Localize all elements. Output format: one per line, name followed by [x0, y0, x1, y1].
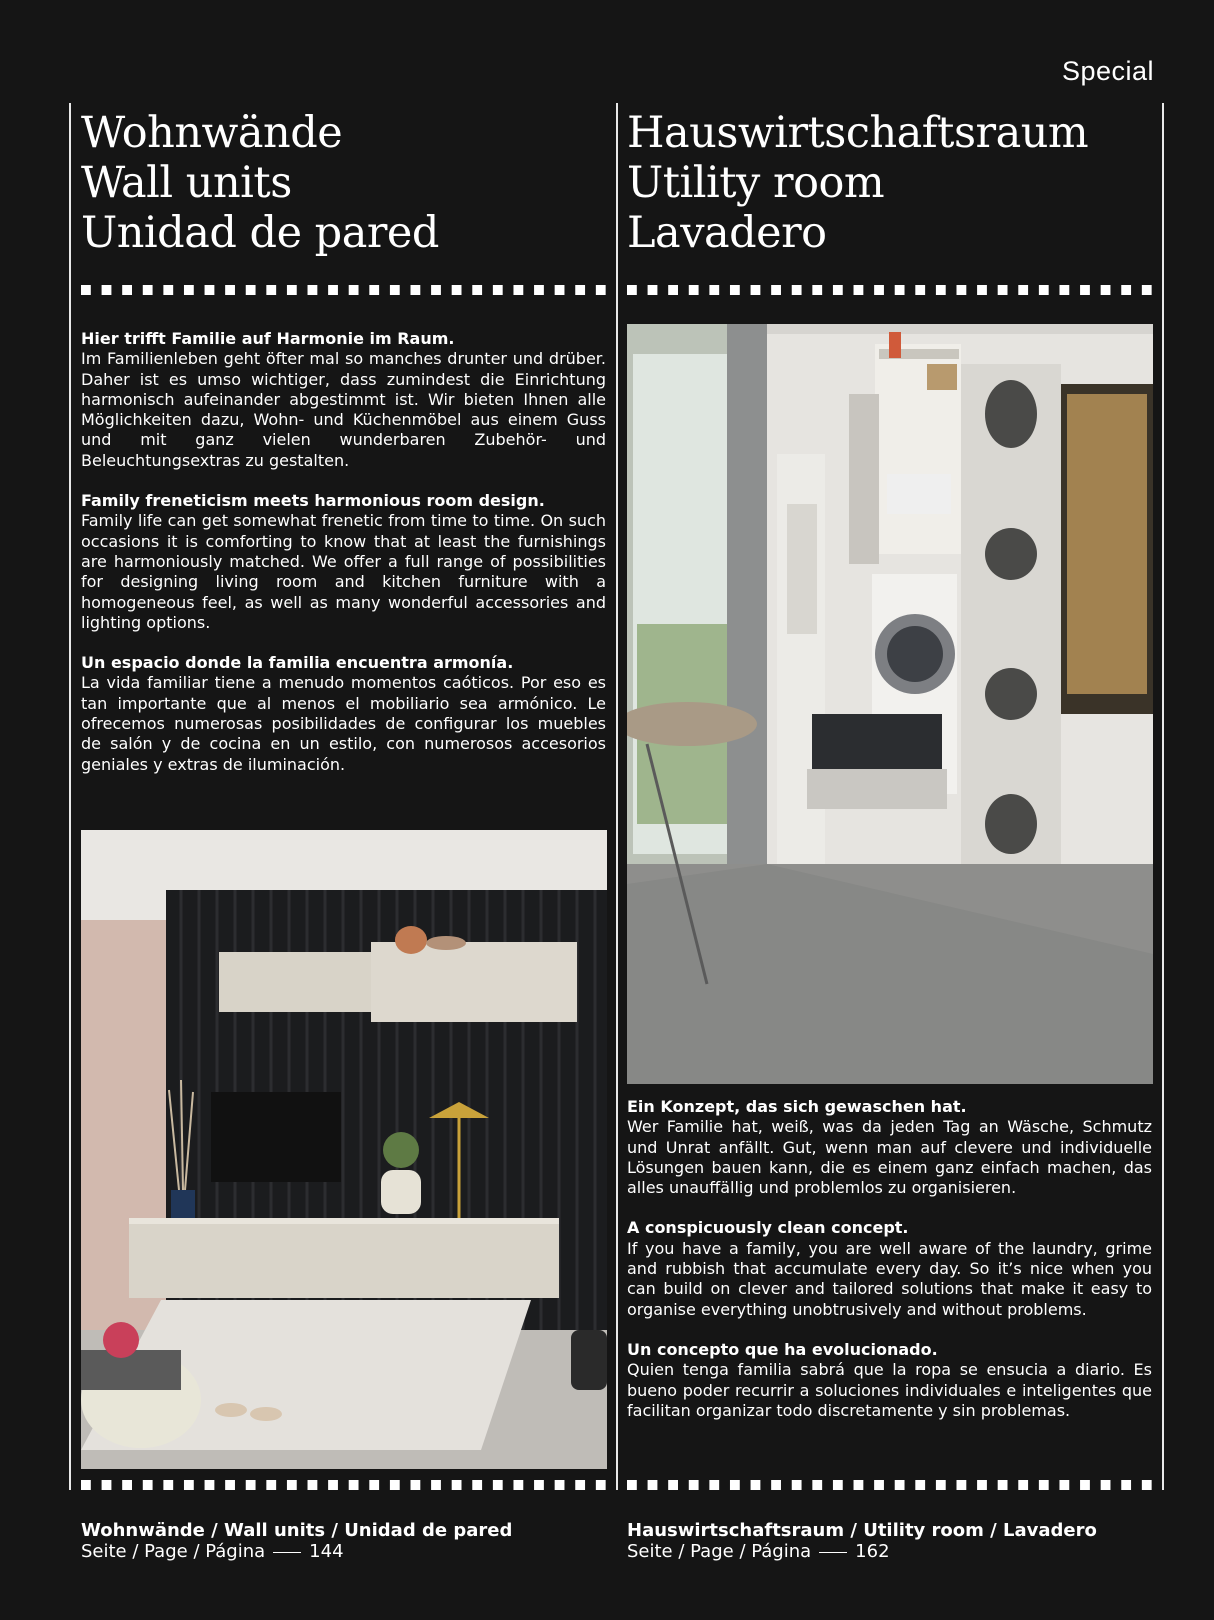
- left-footer: [81, 1520, 512, 1562]
- left-body-en: Family life can get somewhat frenetic from time to time. On such occasions it is comforting to know that at least the furnishings are harmoniously matched. We offer a full range of possibilities for designing living room and kitchen furniture with a homogeneous feel, as well as many wonderful accessories and lighting options.: [81, 511, 606, 632]
- right-title: [627, 108, 1152, 258]
- right-bottom-dotted-divider: [627, 1480, 1152, 1490]
- right-heading-es: Un concepto que ha evolucionado.: [627, 1339, 938, 1359]
- left-title-line-en: Wall units: [81, 158, 292, 208]
- living-room-illustration: [81, 830, 607, 1469]
- right-heading-de: Ein Konzept, das sich gewaschen hat.: [627, 1097, 967, 1116]
- right-paragraph-en: [627, 1218, 1152, 1319]
- left-heading-es: Un espacio donde la familia encuentra armonía.: [81, 653, 514, 673]
- left-bottom-dotted-divider: [81, 1480, 606, 1490]
- left-footer-dash: [273, 1552, 301, 1553]
- right-heading-en: A conspicuously clean concept.: [627, 1218, 909, 1238]
- right-title-line-en: Utility room: [627, 158, 885, 208]
- right-title-block: [627, 108, 1152, 258]
- left-footer-page-label: Seite / Page / Página: [81, 1541, 266, 1562]
- right-footer-page-label: Seite / Page / Página: [627, 1541, 812, 1562]
- right-footer-dash: [819, 1552, 847, 1553]
- right-footer-page-number: 162: [855, 1541, 890, 1562]
- wall-units-photo: [81, 830, 607, 1469]
- right-footer-title: Hauswirtschaftsraum / Utility room / Lavadero: [627, 1520, 1097, 1541]
- left-footer-page-number: 144: [309, 1541, 344, 1562]
- left-paragraph-en: [81, 491, 606, 633]
- left-title-block: [81, 108, 606, 258]
- left-body-es: La vida familiar tiene a menudo momentos caóticos. Por eso es tan importante que al menos el mobiliario sea armónico. Le ofrecemos numerosas posibilidades de configurar los muebles de salón y de cocina en un estilo, con numerosos accesorios geniales y extras de iluminación.: [81, 673, 606, 774]
- utility-room-illustration: [627, 324, 1153, 1084]
- left-title: [81, 108, 606, 258]
- left-title-line-es: Unidad de pared: [81, 208, 439, 258]
- left-paragraph-es: [81, 653, 606, 775]
- right-footer: [627, 1520, 1097, 1562]
- left-heading-en: Family freneticism meets harmonious room design.: [81, 491, 545, 511]
- section-label: Special: [1061, 56, 1154, 86]
- right-body-de: Wer Familie hat, weiß, was da jeden Tag an Wäsche, Schmutz und Unrat anfällt. Gut, wenn man auf clevere und individuelle Lösungen bauen kann, die es einem ganz einfach machen, das alles unauffällig und problemlos zu organisieren.: [627, 1117, 1152, 1198]
- left-paragraph-de: [81, 329, 606, 471]
- left-heading-de: Hier trifft Familie auf Harmonie im Raum.: [81, 329, 455, 348]
- left-frame-line: [69, 103, 71, 1490]
- right-body-es: Quien tenga familia sabrá que la ropa se ensucia a diario. Es bueno poder recurrir a soluciones individuales e inteligentes que facilitan organizar todo discretamente y sin problemas.: [627, 1360, 1152, 1420]
- right-title-line-de: Hauswirtschaftsraum: [627, 108, 1089, 158]
- center-frame-line: [616, 103, 618, 1490]
- right-body-en: If you have a family, you are well aware of the laundry, grime and rubbish that accumulate every day. So it’s nice when you can build on clever and tailored solutions that make it easy to organise everything unobtrusively and without problems.: [627, 1238, 1152, 1319]
- right-frame-line: [1162, 103, 1164, 1490]
- right-title-line-es: Lavadero: [627, 208, 827, 258]
- right-text-block: [627, 1097, 1152, 1441]
- right-paragraph-es: [627, 1340, 1152, 1421]
- left-text-block: [81, 329, 606, 795]
- right-top-dotted-divider: [627, 285, 1152, 295]
- utility-room-photo: [627, 324, 1153, 1084]
- left-footer-title: Wohnwände / Wall units / Unidad de pared: [81, 1520, 513, 1541]
- left-top-dotted-divider: [81, 285, 606, 295]
- left-title-line-de: Wohnwände: [81, 108, 343, 158]
- left-body-de: Im Familienleben geht öfter mal so manches drunter und drüber. Daher ist es umso wichtiger, dass zumindest die Einrichtung harmonisch aufeinander abgestimmt ist. Wir bieten Ihnen alle Möglichkeiten dazu, Wohn- und Küchenmöbel aus einem Guss und mit ganz vielen wunderbaren Zubehör- und Beleuchtungsextras zu gestalten.: [81, 349, 606, 470]
- right-paragraph-de: [627, 1097, 1152, 1198]
